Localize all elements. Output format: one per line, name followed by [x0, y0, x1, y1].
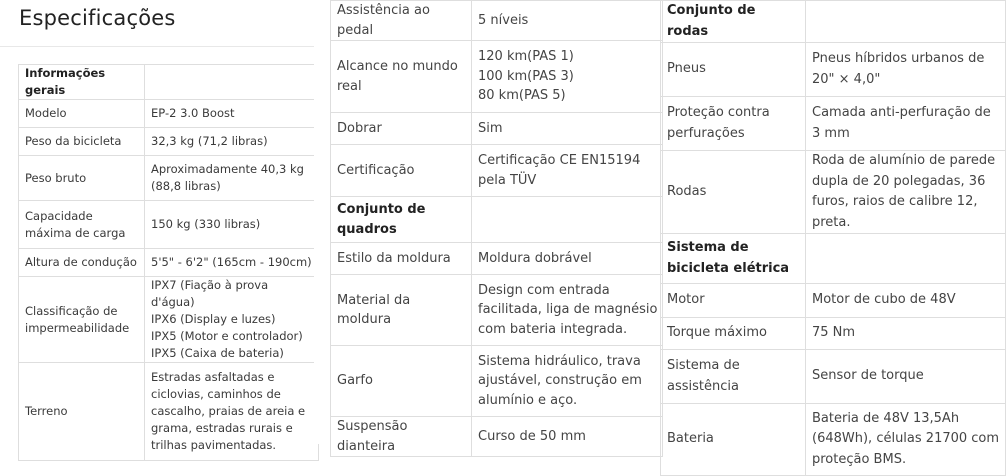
spec-label: Motor [661, 284, 806, 318]
section-header-frame: Conjunto de quadros [331, 197, 472, 243]
spec-value: Pneus híbridos urbanos de 20" × 4,0" [806, 43, 1006, 97]
spec-value: 120 km(PAS 1) 100 km(PAS 3) 80 km(PAS 5) [472, 41, 663, 113]
table-row [19, 277, 319, 363]
spec-value: Sim [472, 113, 663, 145]
spec-label: Capacidade máxima de carga [19, 201, 145, 249]
table-row [19, 128, 319, 156]
spec-label: Certificação [331, 145, 472, 197]
spec-value: Moldura dobrável [472, 243, 663, 275]
spec-label: Assistência ao pedal [331, 1, 472, 41]
table-row [661, 151, 1006, 234]
spec-value: 32,3 kg (71,2 libras) [145, 128, 319, 156]
table-row [19, 249, 319, 277]
table-row [661, 43, 1006, 97]
page-title: Especificações [19, 6, 176, 30]
table-row [661, 350, 1006, 404]
spec-label: Material da moldura [331, 275, 472, 346]
table-row [331, 145, 663, 197]
spec-value: IPX7 (Fiação à prova d'água) IPX6 (Display e luzes) IPX5 (Motor e controlador) IPX5 (Caixa de bateria) [145, 277, 319, 363]
spec-label: Peso bruto [19, 156, 145, 201]
table-row [19, 100, 319, 128]
spec-value: Sistema hidráulico, trava ajustável, construção em alumínio e aço. [472, 346, 663, 417]
title-divider [0, 46, 314, 47]
table-header-row [331, 197, 663, 243]
table-header-row [661, 1, 1006, 43]
spec-label: Suspensão dianteira [331, 417, 472, 457]
spec-label: Classificação de impermeabilidade [19, 277, 145, 363]
table-row [19, 201, 319, 249]
column-gap [314, 0, 330, 444]
section-header-wheels: Conjunto de rodas [661, 1, 806, 43]
section-header-ebike: Sistema de bicicleta elétrica [661, 234, 806, 284]
spec-label: Estilo da moldura [331, 243, 472, 275]
spec-label: Bateria [661, 404, 806, 476]
table-row [331, 243, 663, 275]
spec-value: 75 Nm [806, 318, 1006, 350]
spec-label: Modelo [19, 100, 145, 128]
spec-value: EP-2 3.0 Boost [145, 100, 319, 128]
spec-value: Bateria de 48V 13,5Ah (648Wh), células 21700 com proteção BMS. [806, 404, 1006, 476]
spec-value: Certificação CE EN15194 pela TÜV [472, 145, 663, 197]
spec-value: Sensor de torque [806, 350, 1006, 404]
table-row [19, 363, 319, 461]
right-spec-table [660, 0, 1006, 476]
table-row [19, 156, 319, 201]
table-row [331, 417, 663, 457]
spec-label: Terreno [19, 363, 145, 461]
section-header-general: Informações gerais [19, 65, 145, 100]
spec-label: Torque máximo [661, 318, 806, 350]
spec-label: Garfo [331, 346, 472, 417]
spec-value: 5'5" - 6'2" (165cm - 190cm) [145, 249, 319, 277]
spec-label: Dobrar [331, 113, 472, 145]
spec-value: Aproximadamente 40,3 kg (88,8 libras) [145, 156, 319, 201]
spec-label: Rodas [661, 151, 806, 234]
table-row [661, 284, 1006, 318]
table-header-row [19, 65, 319, 100]
spec-label: Proteção contra perfurações [661, 97, 806, 151]
spec-value: 5 níveis [472, 1, 663, 41]
table-row [331, 346, 663, 417]
table-header-row [661, 234, 1006, 284]
spec-value: 150 kg (330 libras) [145, 201, 319, 249]
table-row [331, 41, 663, 113]
spec-label: Peso da bicicleta [19, 128, 145, 156]
spec-value: Motor de cubo de 48V [806, 284, 1006, 318]
table-row [331, 275, 663, 346]
general-info-table [18, 64, 319, 461]
spec-value: Design com entrada facilitada, liga de magnésio com bateria integrada. [472, 275, 663, 346]
table-row [331, 1, 663, 41]
middle-spec-table [330, 0, 663, 457]
spec-value: Estradas asfaltadas e ciclovias, caminhos de cascalho, praias de areia e grama, estradas rurais e trilhas pavimentadas. [145, 363, 319, 461]
spec-value: Curso de 50 mm [472, 417, 663, 457]
spec-value: Camada anti-perfuração de 3 mm [806, 97, 1006, 151]
table-row [661, 318, 1006, 350]
spec-label: Sistema de assistência [661, 350, 806, 404]
table-row [661, 97, 1006, 151]
spec-label: Alcance no mundo real [331, 41, 472, 113]
spec-label: Altura de condução [19, 249, 145, 277]
spec-label: Pneus [661, 43, 806, 97]
table-row [331, 113, 663, 145]
spec-value: Roda de alumínio de parede dupla de 20 polegadas, 36 furos, raios de calibre 12, preta. [806, 151, 1006, 234]
table-row [661, 404, 1006, 476]
